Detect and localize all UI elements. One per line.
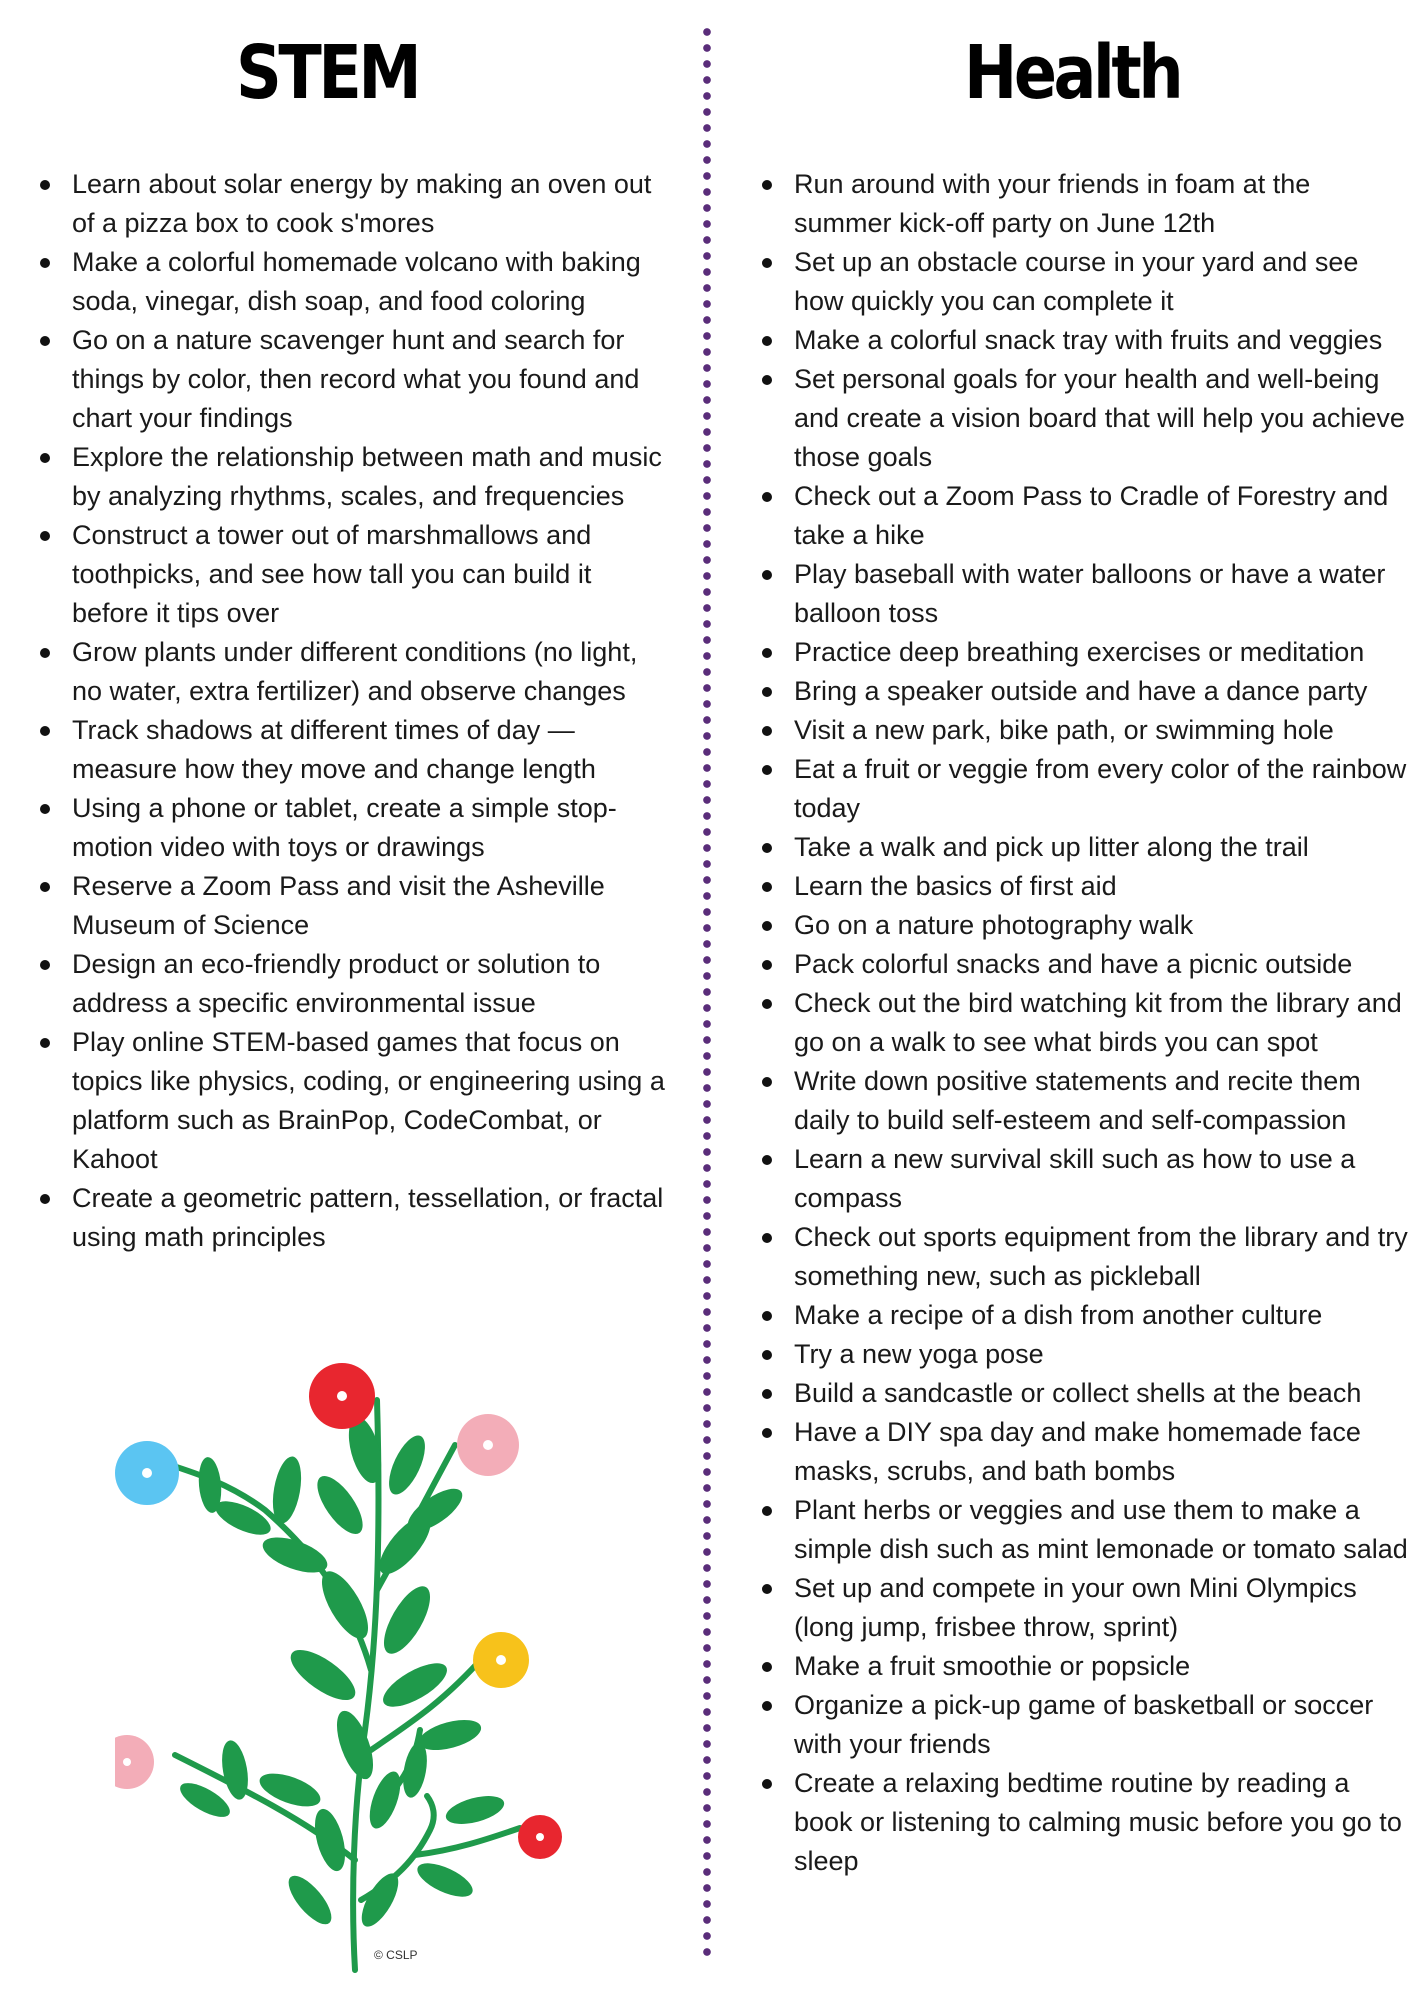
list-item: Take a walk and pick up litter along the trail [794,828,1414,867]
list-item: Check out a Zoom Pass to Cradle of Forestry and take a hike [794,477,1414,555]
dotted-divider [703,24,711,1964]
health-activity-list [794,165,1414,1881]
list-item: Learn a new survival skill such as how to use a compass [794,1140,1414,1218]
list-item: Bring a speaker outside and have a dance party [794,672,1414,711]
list-item: Practice deep breathing exercises or meditation [794,633,1414,672]
list-item: Have a DIY spa day and make homemade face masks, scrubs, and bath bombs [794,1413,1414,1491]
list-item: Create a relaxing bedtime routine by reading a book or listening to calming music before you go to sleep [794,1764,1414,1881]
stem-activity-list [72,165,672,1257]
list-item: Go on a nature photography walk [794,906,1414,945]
list-item: Track shadows at different times of day — measure how they move and change length [72,711,672,789]
list-item: Set personal goals for your health and well-being and create a vision board that will help you achieve those goals [794,360,1414,477]
list-item: Plant herbs or veggies and use them to make a simple dish such as mint lemonade or tomato salad [794,1491,1414,1569]
health-title: Health [964,30,1181,116]
list-item: Try a new yoga pose [794,1335,1414,1374]
list-item: Make a recipe of a dish from another culture [794,1296,1414,1335]
list-item: Visit a new park, bike path, or swimming hole [794,711,1414,750]
list-item: Learn about solar energy by making an oven out of a pizza box to cook s'mores [72,165,672,243]
list-item: Check out the bird watching kit from the library and go on a walk to see what birds you can spot [794,984,1414,1062]
flower-illustration [115,1340,575,1980]
list-item: Reserve a Zoom Pass and visit the Asheville Museum of Science [72,867,672,945]
list-item: Pack colorful snacks and have a picnic outside [794,945,1414,984]
list-item: Design an eco-friendly product or solution to address a specific environmental issue [72,945,672,1023]
list-item: Play baseball with water balloons or have a water balloon toss [794,555,1414,633]
list-item: Make a colorful snack tray with fruits and veggies [794,321,1414,360]
list-item: Check out sports equipment from the library and try something new, such as pickleball [794,1218,1414,1296]
copyright-credit: © CSLP [374,1948,418,1962]
list-item: Create a geometric pattern, tessellation, or fractal using math principles [72,1179,672,1257]
list-item: Using a phone or tablet, create a simple stop-motion video with toys or drawings [72,789,672,867]
stem-title: STEM [236,30,419,116]
list-item: Construct a tower out of marshmallows and toothpicks, and see how tall you can build it before it tips over [72,516,672,633]
list-item: Go on a nature scavenger hunt and search for things by color, then record what you found and chart your findings [72,321,672,438]
list-item: Eat a fruit or veggie from every color of the rainbow today [794,750,1414,828]
list-item: Build a sandcastle or collect shells at the beach [794,1374,1414,1413]
list-item: Explore the relationship between math and music by analyzing rhythms, scales, and frequencies [72,438,672,516]
list-item: Organize a pick-up game of basketball or soccer with your friends [794,1686,1414,1764]
list-item: Set up an obstacle course in your yard and see how quickly you can complete it [794,243,1414,321]
list-item: Make a fruit smoothie or popsicle [794,1647,1414,1686]
list-item: Play online STEM-based games that focus on topics like physics, coding, or engineering using a platform such as BrainPop, CodeCombat, or Kahoot [72,1023,672,1179]
list-item: Make a colorful homemade volcano with baking soda, vinegar, dish soap, and food coloring [72,243,672,321]
list-item: Run around with your friends in foam at the summer kick-off party on June 12th [794,165,1414,243]
list-item: Grow plants under different conditions (no light, no water, extra fertilizer) and observe changes [72,633,672,711]
list-item: Set up and compete in your own Mini Olympics (long jump, frisbee throw, sprint) [794,1569,1414,1647]
list-item: Learn the basics of first aid [794,867,1414,906]
list-item: Write down positive statements and recite them daily to build self-esteem and self-compassion [794,1062,1414,1140]
